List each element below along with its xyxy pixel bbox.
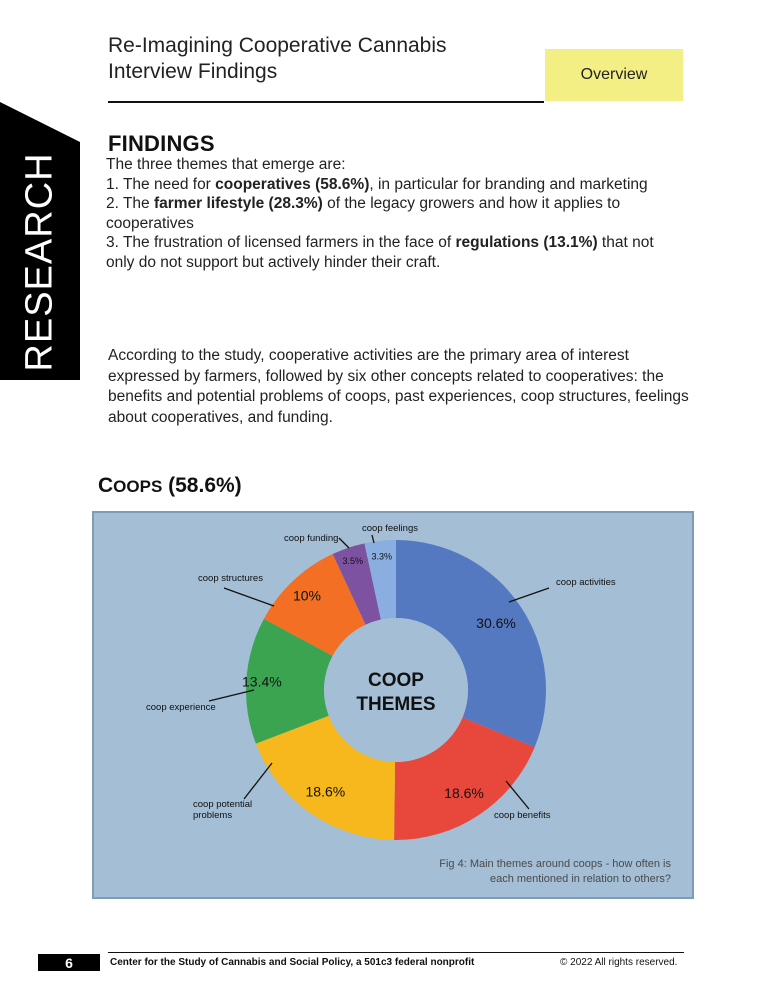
title-line-2: Interview Findings [108, 60, 278, 83]
category-label-coop-potential-problems: coop potential problems [193, 799, 253, 821]
category-label-coop-benefits: coop benefits [494, 810, 551, 821]
study-paragraph: According to the study, cooperative activities are the primary area of interest expressed by farmers, followed by six other concepts related to cooperatives: the benefits and potential problems of coops, past experiences, coop structures, feelings about cooperatives, and funding. [108, 347, 689, 426]
center-label-line-1: COOP [368, 670, 424, 691]
donut-chart [94, 513, 692, 897]
figure-caption: Fig 4: Main themes around coops - how often is each mentioned in relation to others? [439, 858, 671, 885]
center-label-line-2: THEMES [356, 694, 436, 715]
value-label-coop-structures: 10% [292, 587, 321, 604]
leader-line-coop-potential-problems [244, 763, 272, 799]
value-label-coop-funding: 3.5% [342, 556, 364, 567]
header-divider [108, 101, 544, 103]
value-label-coop-feelings: 3.3% [371, 551, 393, 562]
coops-heading: COOPS (58.6%) [98, 474, 242, 497]
overview-tab[interactable] [545, 49, 683, 101]
footer-divider [108, 952, 684, 953]
leader-line-coop-benefits [506, 781, 529, 809]
findings-item-1: 1. The need for cooperatives (58.6%), in particular for branding and marketing [106, 175, 648, 193]
leader-line-coop-funding [339, 538, 349, 548]
value-label-coop-potential-problems: 18.6% [305, 783, 346, 800]
category-label-coop-feelings: coop feelings [362, 523, 418, 534]
findings-item-3: 3. The frustration of licensed farmers in the face of regulations (13.1%) that not only do not support but actively hinder their craft. [106, 234, 654, 271]
findings-heading: FINDINGS [108, 131, 215, 156]
category-label-coop-structures: coop structures [198, 573, 263, 584]
value-label-coop-activities: 30.6% [476, 615, 516, 632]
page-number: 6 [38, 954, 100, 971]
document-title [108, 33, 528, 85]
research-side-label: RESEARCH [18, 152, 61, 372]
category-label-coop-activities: coop activities [556, 577, 616, 588]
value-label-coop-experience: 13.4% [242, 673, 282, 690]
footer-organization: Center for the Study of Cannabis and Social Policy, a 501c3 federal nonprofit [110, 957, 475, 968]
coop-themes-chart [92, 511, 694, 899]
category-label-coop-experience: coop experience [146, 702, 216, 713]
footer-copyright: © 2022 All rights reserved. [560, 957, 678, 968]
title-line-1: Re-Imagining Cooperative Cannabis [108, 34, 447, 57]
leader-line-coop-activities [509, 588, 549, 602]
findings-item-2: 2. The farmer lifestyle (28.3%) of the legacy growers and how it applies to cooperatives [106, 195, 621, 232]
category-label-coop-funding: coop funding [284, 533, 339, 544]
overview-tab-label: Overview [580, 66, 648, 83]
value-label-coop-benefits: 18.6% [444, 785, 484, 802]
findings-list [106, 155, 676, 272]
leader-line-coop-structures [224, 588, 274, 606]
findings-intro: The three themes that emerge are: [106, 156, 346, 173]
